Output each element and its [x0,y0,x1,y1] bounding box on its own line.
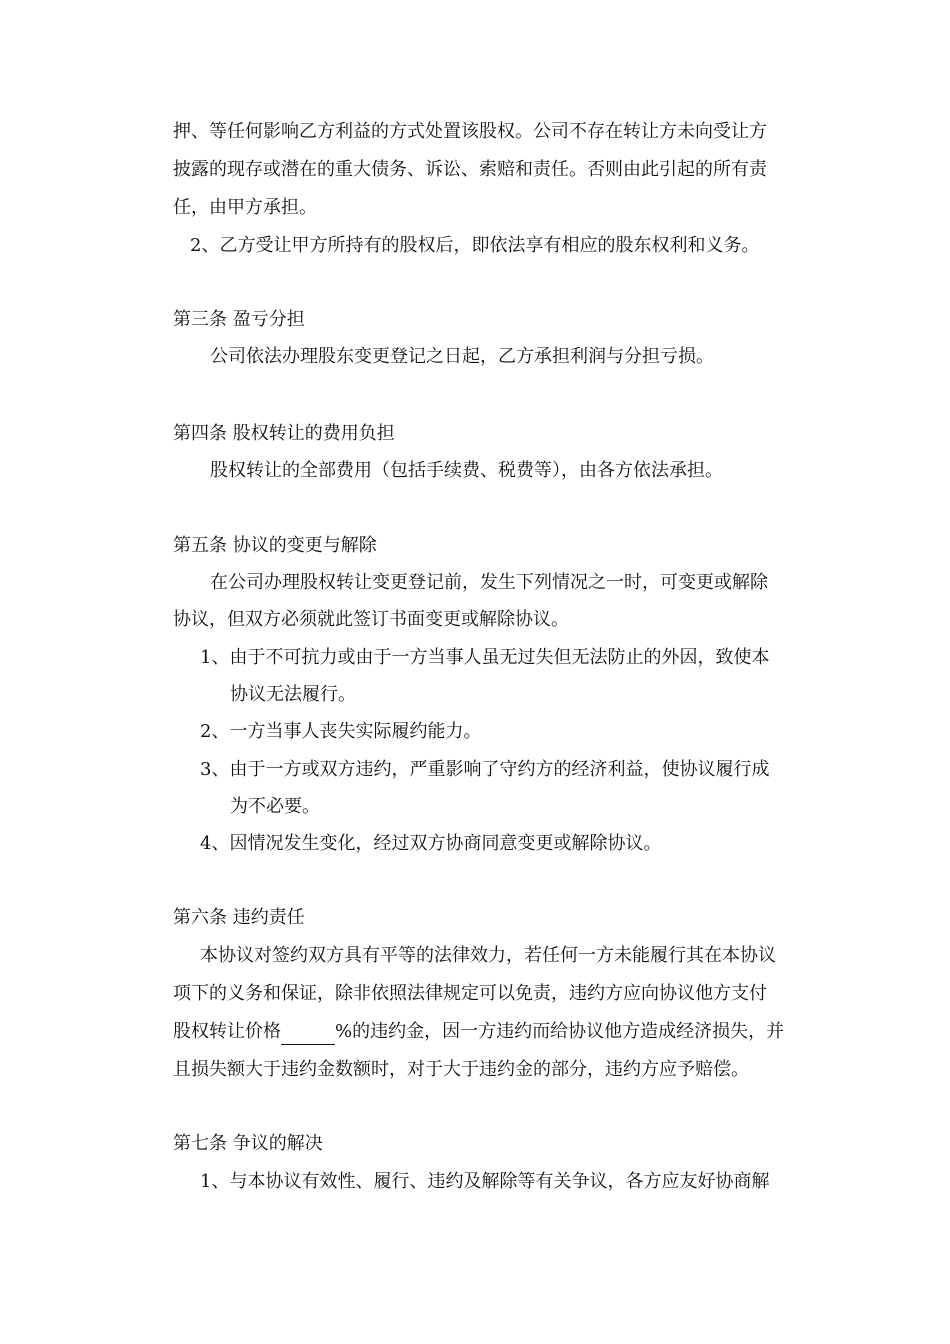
article-title: 第四条 股权转让的费用负担 [173,423,395,444]
paragraph-line: 本协议对签约双方具有平等的法律效力，若任何一方未能履行其在本协议 [200,945,776,966]
list-item: 2、一方当事人丧失实际履约能力。 [200,721,482,742]
paragraph-line: 在公司办理股权转让变更登记前，发生下列情况之一时，可变更或解除 [210,572,768,593]
list-item: 1、由于不可抗力或由于一方当事人虽无过失但无法防止的外因，致使本 [200,647,770,668]
paragraph-line [173,1020,784,1045]
paragraph-line: 协议，但双方必须就此签订书面变更或解除协议。 [173,609,569,630]
paragraph-line: 且损失额大于违约金数额时，对于大于违约金的部分，违约方应予赔偿。 [173,1059,749,1080]
list-item: 1、与本协议有效性、履行、违约及解除等有关争议，各方应友好协商解 [200,1171,770,1192]
paragraph-line: 押、等任何影响乙方利益的方式处置该股权。公司不存在转让方未向受让方 [173,121,767,142]
paragraph-line: 披露的现存或潜在的重大债务、诉讼、索赔和责任。否则由此引起的所有责 [173,159,767,180]
price-label: 股权转让价格 [173,1021,281,1042]
penalty-text: %的违约金，因一方违约而给协议他方造成经济损失，并 [335,1021,785,1042]
penalty-percent-blank [281,1020,335,1045]
paragraph-line: 项下的义务和保证，除非依照法律规定可以免责，违约方应向协议他方支付 [173,983,767,1004]
article-title: 第三条 盈亏分担 [173,309,305,330]
paragraph-line: 任，由甲方承担。 [173,197,317,218]
paragraph-line: 股权转让的全部费用（包括手续费、税费等），由各方依法承担。 [210,460,723,481]
paragraph-line: 公司依法办理股东变更登记之日起，乙方承担利润与分担亏损。 [210,346,714,367]
article-title: 第五条 协议的变更与解除 [173,535,377,556]
list-item: 4、因情况发生变化，经过双方协商同意变更或解除协议。 [200,833,662,854]
list-item-continuation: 为不必要。 [230,796,320,817]
list-item-continuation: 协议无法履行。 [230,684,356,705]
article-title: 第六条 违约责任 [173,907,305,928]
list-item: 3、由于一方或双方违约，严重影响了守约方的经济利益，使协议履行成 [200,759,770,780]
list-item: 2、乙方受让甲方所持有的股权后，即依法享有相应的股东权利和义务。 [190,235,760,256]
article-title: 第七条 争议的解决 [173,1133,323,1154]
